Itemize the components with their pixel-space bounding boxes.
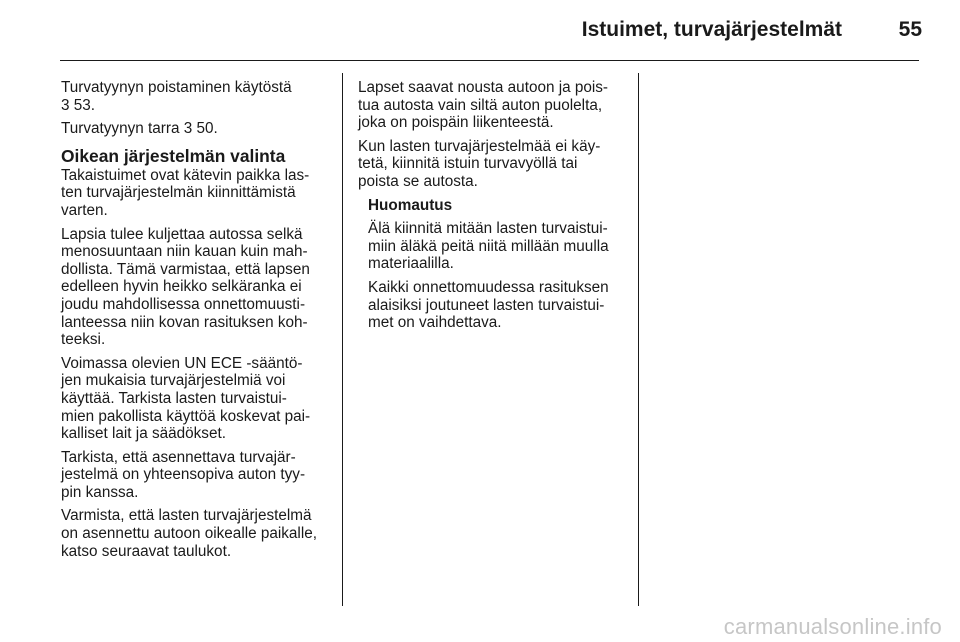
text-line: Lapset saavat nousta autoon ja pois- bbox=[358, 79, 609, 96]
paragraph bbox=[358, 138, 626, 191]
text-line: käyttää. Tarkista lasten turvaistui- bbox=[61, 389, 287, 407]
text-line: ten turvajärjestelmän kiinnittämistä bbox=[61, 184, 296, 202]
text-line: Älä kiinnitä mitään lasten turvaistui- bbox=[368, 220, 608, 238]
text-line: varten. bbox=[61, 201, 108, 219]
note-label: Huomautus bbox=[368, 196, 453, 214]
paragraph bbox=[358, 79, 626, 132]
text-line: kalliset lait ja säädökset. bbox=[61, 425, 226, 443]
text-line: jestelmä on yhteensopiva auton tyy- bbox=[61, 466, 306, 484]
text-line: joka on poispäin liikenteestä. bbox=[358, 114, 554, 132]
watermark: carmanualsonline.info bbox=[723, 614, 942, 639]
text-line: Voimassa olevien UN ECE -sääntö- bbox=[61, 354, 303, 372]
paragraph bbox=[368, 220, 626, 273]
page-number: 55 bbox=[898, 18, 922, 41]
text-line: Varmista, että lasten turvajärjestelmä bbox=[61, 507, 312, 525]
text-line: Tarkista, että asennettava turvajär- bbox=[61, 448, 296, 466]
text-line: Lapsia tulee kuljettaa autossa selkä bbox=[61, 225, 303, 243]
paragraph bbox=[61, 226, 337, 349]
note-block bbox=[358, 197, 626, 332]
paragraph bbox=[61, 355, 337, 443]
text-line: pin kanssa. bbox=[61, 483, 139, 501]
paragraph bbox=[61, 507, 337, 560]
text-line: on asennettu autoon oikealle paikalle, bbox=[61, 525, 317, 543]
middle-column bbox=[358, 79, 626, 338]
text-line: Turvatyynyn tarra 3 50. bbox=[61, 120, 218, 138]
text-line: Kaikki onnettomuudessa rasituksen bbox=[368, 278, 609, 296]
airbag-deactivation-ref[interactable] bbox=[61, 79, 337, 114]
page-header-title: Istuimet, turvajärjestelmät bbox=[581, 18, 842, 41]
text-line: Turvatyynyn poistaminen käytöstä bbox=[61, 79, 292, 96]
text-line: dollista. Tämä varmistaa, että lapsen bbox=[61, 260, 310, 278]
text-line: joudu mahdollisessa onnettomuusti- bbox=[61, 295, 306, 313]
section-heading: Oikean järjestelmän valinta bbox=[61, 145, 286, 166]
text-line: Takaistuimet ovat kätevin paikka las- bbox=[61, 166, 310, 184]
text-line: tua autosta vain siltä auton puolelta, bbox=[358, 96, 603, 114]
text-line: katso seuraavat taulukot. bbox=[61, 542, 232, 560]
text-line: 3 53. bbox=[61, 96, 96, 114]
text-line: jen mukaisia turvajärjestelmiä voi bbox=[61, 372, 286, 390]
airbag-label-ref[interactable] bbox=[61, 120, 337, 138]
column-divider bbox=[638, 73, 639, 606]
text-line: tetä, kiinnitä istuin turvavyöllä tai bbox=[358, 155, 578, 173]
text-line: mien pakollista käyttöä koskevat pai- bbox=[61, 407, 311, 425]
column-divider bbox=[342, 73, 343, 606]
text-line: poista se autosta. bbox=[358, 172, 478, 190]
paragraph bbox=[368, 279, 626, 332]
left-column bbox=[61, 79, 337, 566]
text-line: materiaalilla. bbox=[368, 255, 454, 273]
text-line: teeksi. bbox=[61, 331, 106, 349]
paragraph bbox=[61, 449, 337, 502]
paragraph bbox=[61, 167, 337, 220]
text-line: met on vaihdettava. bbox=[368, 314, 502, 332]
header-divider bbox=[60, 60, 919, 61]
text-line: miin äläkä peitä niitä millään muulla bbox=[368, 237, 609, 255]
text-line: edelleen hyvin heikko selkäranka ei bbox=[61, 278, 302, 296]
text-line: alaisiksi joutuneet lasten turvaistui- bbox=[368, 296, 605, 314]
text-line: lanteessa niin kovan rasituksen koh- bbox=[61, 313, 308, 331]
text-line: Kun lasten turvajärjestelmää ei käy- bbox=[358, 137, 601, 155]
text-line: menosuuntaan niin kauan kuin mah- bbox=[61, 243, 308, 261]
